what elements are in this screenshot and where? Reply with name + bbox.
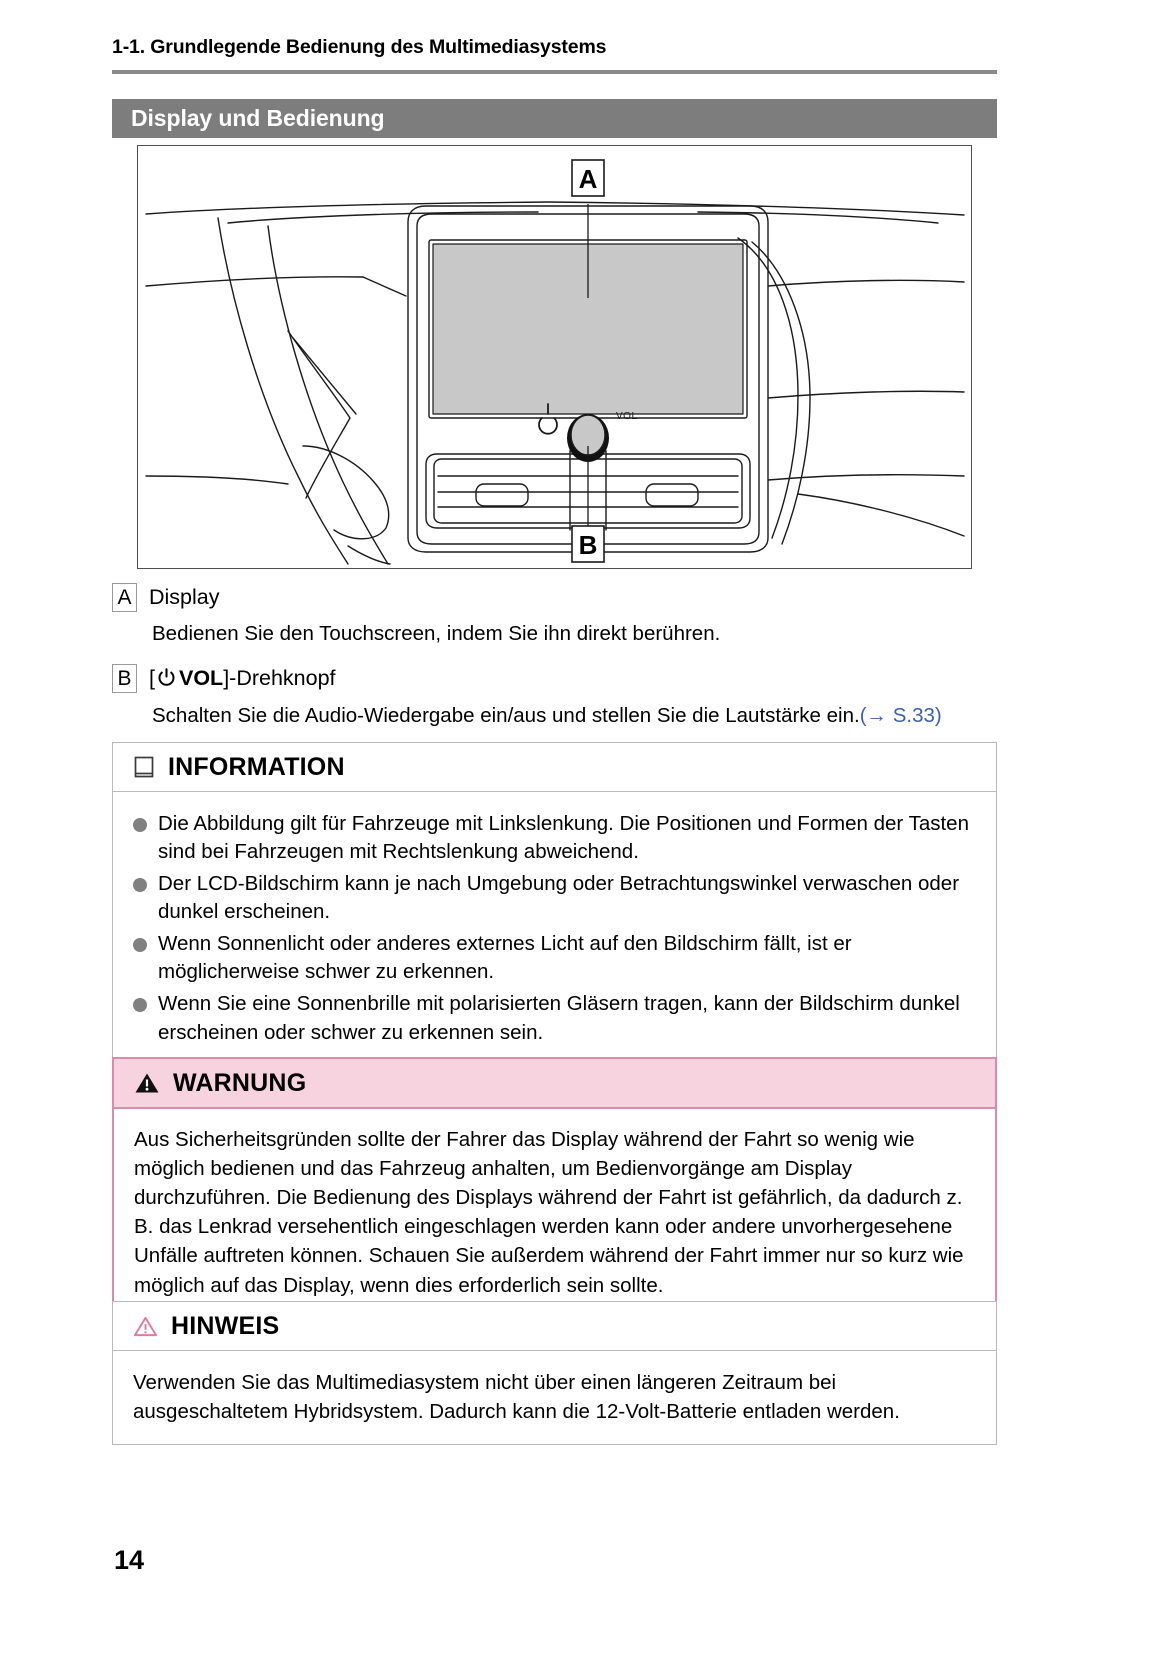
notice-header — [112, 1301, 997, 1351]
bullet-dot-icon — [133, 938, 147, 952]
book-icon — [133, 755, 155, 779]
warning-body: Aus Sicherheitsgründen sollte der Fahrer das Display während der Fahrt so wenig wie möglich bedienen und das Fahrzeug anhalten, um Bedienvorgänge am Display durchzuführen. Die Bedienung des Displays während der Fahrt ist gefährlich, da dadurch z. B. das Lenkrad versehentlich eingeschlagen werden kann oder andere unvorhergesehene Unfälle auftreten können. Schauen Sie außerdem während der Fahrt immer nur so kurz wie möglich auf das Display, wenn dies erforderlich sein sollte. — [134, 1128, 964, 1297]
callout-badge-b: B — [112, 664, 137, 693]
dashboard-line-drawing — [138, 146, 971, 568]
callout-badge-a: A — [112, 583, 137, 612]
callout-item-b — [112, 664, 336, 693]
information-bullet-1: Die Abbildung gilt für Fahrzeuge mit Linkslenkung. Die Positionen und Formen der Tasten sind bei Fahrzeugen mit Rechtslenkung abweichend. — [158, 812, 969, 864]
callout-a-badge — [572, 160, 604, 196]
callout-label-a: Display — [149, 585, 220, 609]
section-title: Display und Bedienung — [131, 105, 385, 131]
information-header — [112, 742, 997, 792]
page-reference-link[interactable]: (→ S.33) — [859, 704, 942, 727]
vol-bold-label: VOL — [178, 666, 224, 690]
information-bullet-2: Der LCD-Bildschirm kann je nach Umgebung oder Betrachtungswinkel verwaschen oder dunkel erscheinen. — [158, 872, 960, 924]
callout-item-a — [112, 583, 220, 612]
callout-body-a: Bedienen Sie den Touchscreen, indem Sie ihn direkt berühren. — [152, 622, 721, 645]
warning-triangle-filled-icon — [134, 1071, 160, 1095]
callout-body-b — [152, 702, 942, 730]
bullet-dot-icon — [133, 818, 147, 832]
page-number: 14 — [114, 1545, 145, 1575]
list-item — [133, 930, 976, 986]
header-rule — [112, 70, 997, 74]
notice-body: Verwenden Sie das Multimediasystem nicht über einen längeren Zeitraum bei ausgeschaltetem Hybridsystem. Dadurch kann die 12-Volt-Batterie entladen werden. — [112, 1351, 997, 1445]
information-box — [112, 742, 997, 1066]
section-band — [112, 99, 997, 138]
callout-label-b — [149, 664, 336, 693]
bullet-dot-icon — [133, 998, 147, 1012]
information-bullet-4: Wenn Sie eine Sonnenbrille mit polarisierten Gläsern tragen, kann der Bildschirm dunkel erscheinen oder schwer zu erkennen sein. — [158, 992, 960, 1044]
svg-text:B: B — [578, 530, 598, 560]
information-body — [112, 792, 997, 1066]
svg-text:A: A — [578, 164, 598, 194]
notice-title: HINWEIS — [171, 1311, 280, 1340]
list-item — [133, 990, 976, 1046]
warning-header — [114, 1059, 995, 1109]
information-title: INFORMATION — [168, 752, 345, 781]
notice-box — [112, 1301, 997, 1445]
warning-title: WARNUNG — [173, 1068, 307, 1097]
list-item — [133, 810, 976, 866]
bracket-open: [ — [149, 666, 155, 690]
power-icon — [156, 667, 177, 688]
running-head: 1-1. Grundlegende Bedienung des Multimediasystems — [112, 36, 607, 58]
callout-body-b-text: Schalten Sie die Audio-Wiedergabe ein/aus und stellen Sie die Lautstärke ein. — [152, 704, 860, 727]
dashboard-illustration — [137, 145, 972, 569]
list-item — [133, 870, 976, 926]
warning-triangle-outline-icon — [133, 1315, 158, 1338]
information-bullet-3: Wenn Sonnenlicht oder anderes externes Licht auf den Bildschirm fällt, ist er möglicherweise schwer zu erkennen. — [158, 932, 852, 984]
callout-b-badge — [572, 526, 604, 562]
drehknopf-suffix: ]-Drehknopf — [223, 666, 336, 690]
knob-vol-label: VOL — [616, 411, 638, 422]
bullet-dot-icon — [133, 878, 147, 892]
warning-box — [112, 1057, 997, 1320]
